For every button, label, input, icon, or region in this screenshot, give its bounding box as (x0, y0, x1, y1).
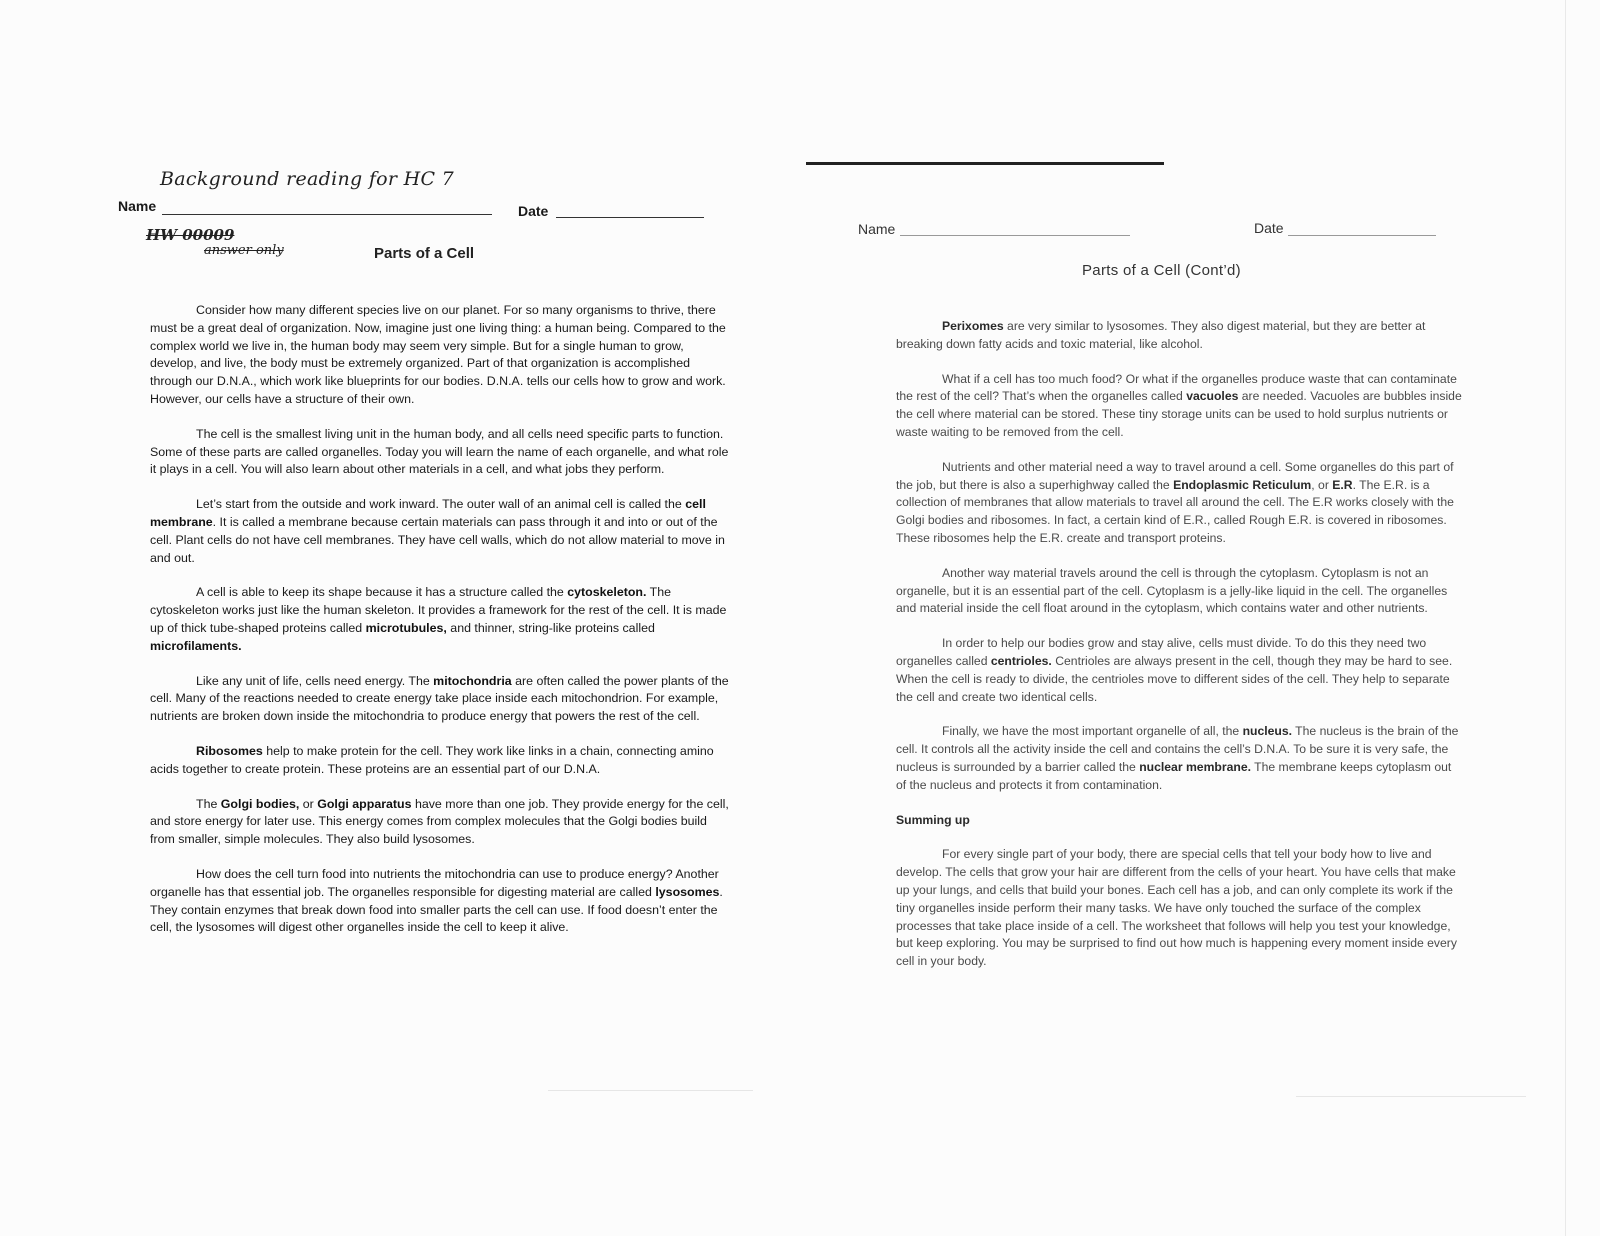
paragraph (150, 673, 732, 726)
text-run: . They contain enzymes that break down food into smaller parts the cell can use. If food doesn’t enter the cell, the lysosomes will digest other organelles inside the cell to keep it alive. (150, 884, 723, 935)
paragraph (150, 496, 732, 567)
paragraph (896, 565, 1464, 618)
text-run: The cell is the smallest living unit in the human body, and all cells need specific parts to function. Some of these parts are called organelles. Today you will learn the name of each organelle, and what role it plays in a cell. You will also learn about other materials in a cell, and what jobs they perform. (150, 426, 729, 477)
name-line (900, 235, 1130, 236)
top-rule (806, 162, 1164, 165)
text-run: The nucleus is the brain of the cell. It controls all the activity inside the cell and contains the cell’s D.N.A. To be sure it is very safe, the nucleus is surrounded by a barrier called the (896, 724, 1459, 774)
page-edge (1565, 0, 1566, 1236)
text-run: Finally, we have the most important organelle of all, the (942, 724, 1243, 739)
key-term: E.R (1332, 477, 1353, 492)
handwritten-note: Background reading for HC 7 (160, 168, 455, 190)
crossed-out-scribble (146, 228, 284, 258)
text-run: . It is called a membrane because certain materials can pass through it and into or out of the cell. Plant cells do not have cell membranes. They have cell walls, which do not allow material to move in and out. (150, 514, 725, 565)
text-run: Nutrients and other material need a way to travel around a cell. Some organelles do this part of the job, but there is also a superhighway called the (896, 459, 1454, 492)
paragraph (150, 743, 732, 779)
date-label: Date (518, 203, 549, 219)
section-heading: Summing up (896, 812, 970, 827)
paragraph (150, 584, 732, 655)
text-run: are very similar to lysosomes. They also digest material, but they are better at breaking down fatty acids and toxic material, like alcohol. (896, 319, 1426, 351)
key-term: Ribosomes (196, 743, 263, 758)
date-line (1288, 235, 1436, 236)
key-term: microtubules, (365, 620, 447, 635)
paragraph (896, 318, 1464, 354)
scribble-line-1: HW 00009 (146, 226, 235, 244)
text-run: How does the cell turn food into nutrients the mitochondria can use to produce energy? Another organelle has that essential job. The organelles responsible for digesting material are called (150, 866, 719, 899)
text-run: . The E.R. is a collection of membranes that allow materials to travel all around the cell. The E.R works closely with the Golgi bodies and ribosomes. In fact, a certain kind of E.R., called Rough E.R. is covered in ribosomes. These ribosomes help the E.R. create and transport proteins. (896, 477, 1454, 545)
date-label: Date (1254, 220, 1284, 236)
scan-artifact-line (1296, 1096, 1526, 1097)
key-term: mitochondria (433, 673, 512, 688)
name-label: Name (858, 221, 896, 237)
key-term: Endoplasmic Reticulum (1173, 477, 1312, 492)
worksheet-page-right (800, 0, 1600, 1236)
text-run: Let’s start from the outside and work inward. The outer wall of an animal cell is called the (196, 497, 686, 512)
text-run: Consider how many different species live on our planet. For so many organisms to thrive, there must be a great deal of organization. Now, imagine just one living thing: a human being. Compared to the complex world we live in, the human body may seem very simple. But for a single human to grow, develop, and live, the body must be extremely organized. Part of that organization is accomplished through our D.N.A., which work like blueprints for our bodies. D.N.A. tells our cells how to grow and work. However, our cells have a structure of their own. (150, 303, 726, 406)
key-term: lysosomes (655, 884, 720, 899)
paragraph: For every single part of your body, there are special cells that tell your body how to live and develop. The cells that grow your hair are different from the cells of your heart. You have cells that make up your lungs, and cells that build your bones. Each cell has a job, and can only complete its work if the tiny organelles inside perform their many tasks. We have only touched the surface of the complex processes that take place inside of a cell. The worksheet that follows will help you test your knowledge, but keep exploring. You may be surprised to find out how much is happening every moment inside every cell in your body. (896, 847, 1457, 969)
text-run: A cell is able to keep its shape because it has a structure called the (196, 585, 568, 600)
paragraph (896, 459, 1464, 548)
text-run: The (196, 796, 221, 811)
key-term: Perixomes (942, 319, 1004, 333)
reading-text-right (896, 318, 1464, 988)
text-run: and thinner, string-like proteins called (446, 620, 655, 635)
key-term: nuclear membrane. (1139, 759, 1251, 774)
page-title: Parts of a Cell (Cont’d) (1082, 262, 1241, 279)
text-run: are needed. Vacuoles are bubbles inside the cell where material can be stored. These tiny storage units can be used to hold surplus nutrients or waste waiting to be removed from the cell. (896, 389, 1462, 439)
text-run: What if a cell has too much food? Or what if the organelles produce waste that can contaminate the rest of the cell? That’s when the organelles called (896, 371, 1457, 404)
paragraph (896, 723, 1464, 794)
text-run: or (299, 796, 318, 811)
reading-text-left (150, 302, 732, 954)
scribble-line-2: answer only (204, 243, 284, 258)
key-term: microfilaments. (150, 638, 242, 653)
page-title: Parts of a Cell (374, 245, 475, 262)
text-run: help to make protein for the cell. They work like links in a chain, connecting amino acids together to create protein. These proteins are an essential part of our D.N.A. (150, 743, 714, 776)
key-term: cytoskeleton. (567, 585, 647, 600)
key-term: cell membrane (150, 497, 706, 529)
text-run: , or (1311, 477, 1333, 492)
text-run: Like any unit of life, cells need energy. The (196, 673, 434, 688)
name-line (162, 214, 492, 215)
paragraph (896, 635, 1464, 706)
paragraph (896, 371, 1464, 442)
key-term: Golgi apparatus (317, 796, 412, 811)
text-run: Another way material travels around the cell is through the cytoplasm. Cytoplasm is not an organelle, but it is an essential part of the cell. Cytoplasm is a jelly-like liquid in the cell. The organelles and material inside the cell float around in the cytoplasm, which contains water and other nutrients. (896, 565, 1448, 616)
text-run: have more than one job. They provide energy for the cell, and store energy for later use. This energy comes from complex molecules that the Golgi bodies build from smaller, simple molecules. They also build lysosomes. (150, 796, 729, 847)
key-term: Golgi bodies, (220, 796, 300, 811)
date-line (556, 217, 704, 218)
text-run: Centrioles are always present in the cell, though they may be hard to see. When the cell is ready to divide, the centrioles move to different sides of the cell. They help to separate the cell and create two identical cells. (896, 653, 1453, 704)
name-label: Name (118, 198, 157, 214)
scan-artifact-line (548, 1090, 753, 1091)
paragraph (150, 302, 732, 409)
paragraph (150, 796, 732, 849)
text-run: The membrane keeps cytoplasm out of the nucleus and protects it from contamination. (896, 759, 1452, 792)
key-term: centrioles. (990, 653, 1052, 668)
key-term: nucleus. (1242, 724, 1293, 739)
text-run: In order to help our bodies grow and stay alive, cells must divide. To do this they need two organelles called (896, 636, 1427, 668)
key-term: vacuoles (1186, 389, 1239, 404)
worksheet-page-left (0, 0, 790, 1236)
text-run: The cytoskeleton works just like the human skeleton. It provides a framework for the rest of the cell. It is made up of thick tube-shaped proteins called (150, 585, 727, 635)
paragraph (150, 426, 732, 479)
text-run: are often called the power plants of the cell. Many of the reactions needed to create energy take place inside each mitochondrion. For example, nutrients are broken down inside the mitochondria to produce energy that powers the rest of the cell. (150, 673, 729, 724)
paragraph (150, 866, 732, 937)
